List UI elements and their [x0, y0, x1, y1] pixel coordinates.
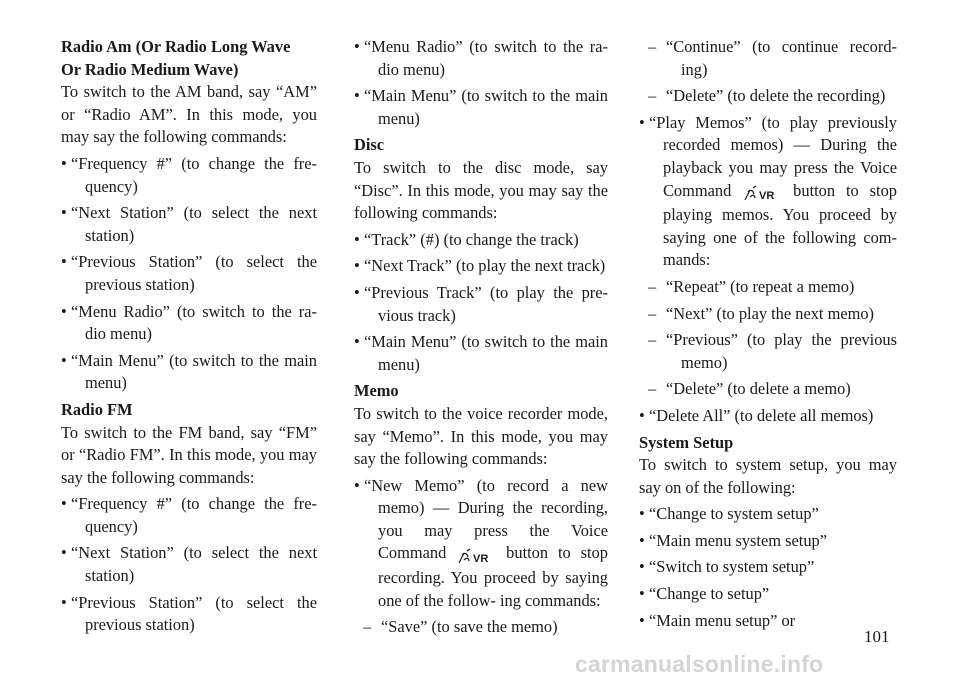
list-item: • “Main menu system setup”	[639, 530, 897, 553]
list-item: • “Track” (#) (to change the track)	[354, 229, 608, 252]
voice-command-vr-icon	[456, 544, 496, 567]
play-memos-text-after-icon: button to stop playing memos. You proceed by saying one of the following com- mands:	[663, 180, 897, 270]
list-item: • “Change to system setup”	[639, 503, 897, 526]
list-item: • “Main Menu” (to switch to the main menu)	[61, 350, 317, 395]
list-item: • “Main menu setup” or	[639, 610, 897, 633]
list-item: – “Repeat” (to repeat a memo)	[639, 276, 897, 299]
system-setup-intro: To switch to system setup, you may say on of the following:	[639, 455, 897, 497]
list-item-new-memo	[354, 475, 608, 639]
memo-intro: To switch to the voice recorder mode, say “Memo”. In this mode, you may say the following commands:	[354, 403, 608, 469]
radio-fm-command-list-continued	[354, 36, 608, 130]
memo-command-list	[354, 475, 608, 639]
list-item: • “Next Station” (to select the next station)	[61, 542, 317, 587]
disc-heading: Disc	[354, 135, 385, 155]
new-memo-subcommand-list-continued	[639, 36, 897, 108]
play-memos-command-list	[639, 112, 897, 428]
memo-heading: Memo	[354, 381, 399, 401]
list-item: – “Previous” (to play the previous memo)	[639, 329, 897, 374]
play-memos-subcommand-list	[639, 276, 897, 401]
list-item: – “Next” (to play the next memo)	[639, 303, 897, 326]
new-memo-subcommand-list	[354, 616, 608, 639]
list-item: – “Delete” (to delete the recording)	[639, 85, 897, 108]
disc-command-list	[354, 229, 608, 377]
list-item: • “Main Menu” (to switch to the main menu)	[354, 331, 608, 376]
list-item-delete-all: • “Delete All” (to delete all memos)	[639, 405, 897, 428]
list-item: • “Change to setup”	[639, 583, 897, 606]
column-2	[354, 36, 608, 639]
play-memos-text-before-icon: “Play Memos” (to play previously recorded memos) — During the playback you may press the Voice Command	[649, 112, 897, 200]
radio-am-command-list	[61, 153, 317, 395]
list-item: • “Menu Radio” (to switch to the ra- dio menu)	[354, 36, 608, 81]
list-item-play-memos	[639, 112, 897, 401]
voice-command-vr-icon	[742, 182, 782, 205]
radio-fm-command-list	[61, 493, 317, 637]
list-item: – “Save” (to save the memo)	[354, 616, 608, 639]
column-1	[61, 36, 317, 637]
disc-intro: To switch to the disc mode, say “Disc”. In this mode, you may say the following commands:	[354, 157, 608, 223]
list-item: • “Previous Station” (to select the previous station)	[61, 251, 317, 296]
svg-text:VR: VR	[759, 189, 775, 202]
list-item: • “Frequency #” (to change the fre- quency)	[61, 153, 317, 198]
list-item: • “Menu Radio” (to switch to the ra- dio menu)	[61, 301, 317, 346]
list-item: • “Main Menu” (to switch to the main menu)	[354, 85, 608, 130]
list-item: • “Next Track” (to play the next track)	[354, 255, 608, 278]
list-item: • “Frequency #” (to change the fre- quency)	[61, 493, 317, 538]
new-memo-text-after-icon: button to stop recording. You proceed by saying one of the follow- ing commands:	[378, 543, 608, 610]
watermark: carmanualsonline.info	[575, 651, 824, 677]
page-number: 101	[864, 627, 890, 646]
list-item: • “Previous Track” (to play the pre- vious track)	[354, 282, 608, 327]
list-item: • “Previous Station” (to select the previous station)	[61, 592, 317, 637]
list-item: • “Switch to system setup”	[639, 556, 897, 579]
svg-text:VR: VR	[473, 552, 489, 565]
radio-am-intro: To switch to the AM band, say “AM” or “Radio AM”. In this mode, you may say the following commands:	[61, 82, 317, 147]
list-item: – “Delete” (to delete a memo)	[639, 378, 897, 401]
radio-am-heading-line-1: Radio Am (Or Radio Long Wave	[61, 37, 291, 56]
system-setup-command-list	[639, 503, 897, 632]
new-memo-text-before-icon: “New Memo” (to record a new memo) — During the recording, you may press the Voice Command	[364, 475, 608, 563]
radio-am-heading-line-2: Or Radio Medium Wave)	[61, 59, 239, 79]
radio-fm-heading: Radio FM	[61, 399, 133, 419]
radio-fm-intro: To switch to the FM band, say “FM” or “Radio FM”. In this mode, you may say the following commands:	[61, 422, 317, 487]
column-3	[639, 36, 897, 632]
system-setup-heading: System Setup	[639, 432, 734, 452]
list-item: – “Continue” (to continue record- ing)	[639, 36, 897, 81]
list-item: • “Next Station” (to select the next station)	[61, 202, 317, 247]
